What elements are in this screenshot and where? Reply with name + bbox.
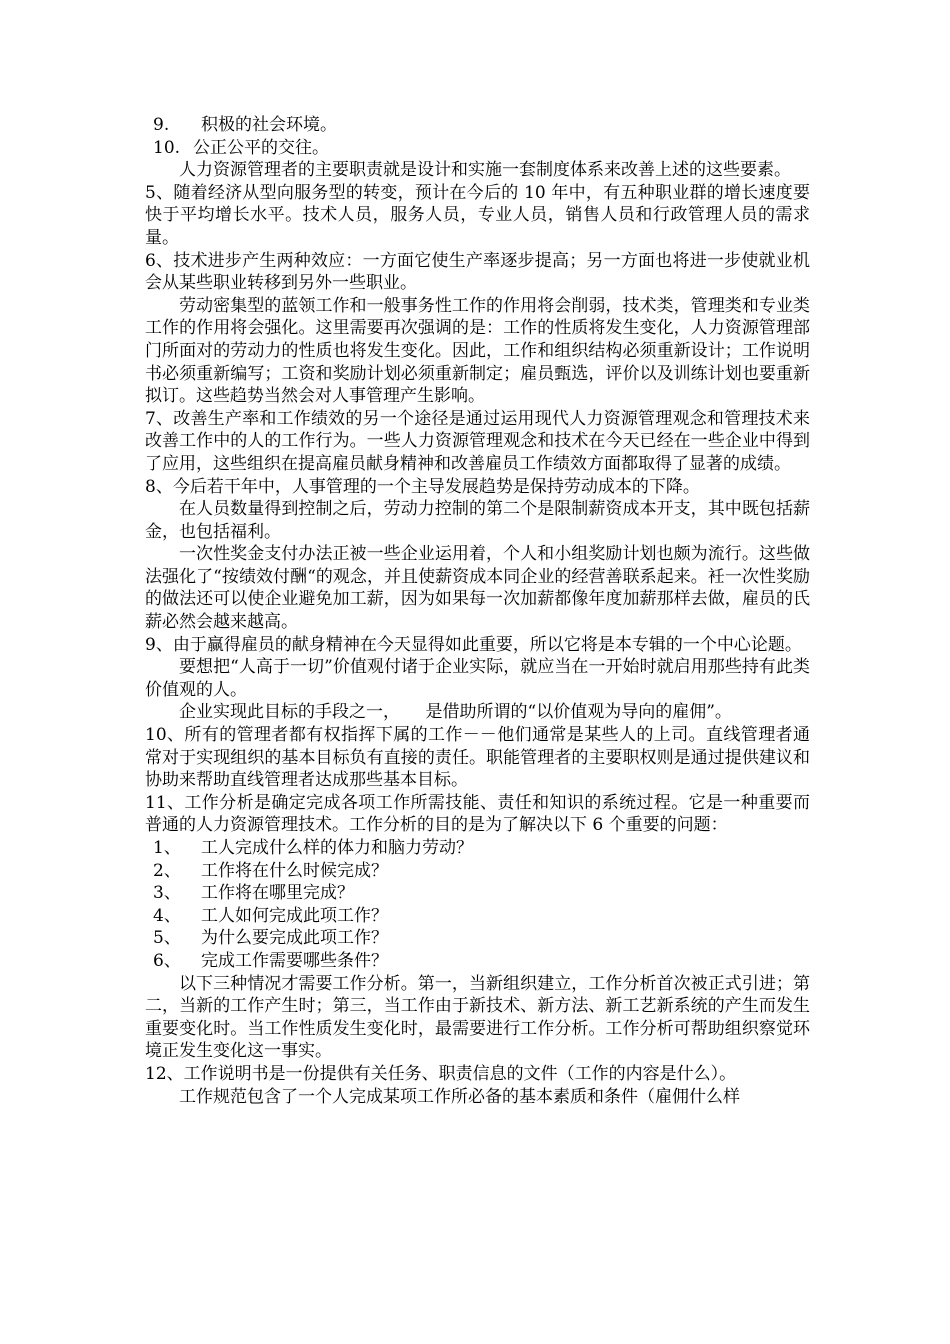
paragraph: 劳动密集型的蓝领工作和一般事务性工作的作用将会削弱，技术类，管理类和专业类工作的作用将会强化。这里需要再次强调的是：工作的性质将发生变化，人力资源管理部门所面对的劳动力的性质也将发生变化。因此，工作和组织结构必须重新设计；工作说明书必须重新编写；工资和奖励计划必须重新制定；雇员甄选，评价以及训练计划也要重新拟订。这些趋势当然会对人事管理产生影响。 [145,295,810,407]
paragraph: 11、工作分析是确定完成各项工作所需技能、责任和知识的系统过程。它是一种重要而普通的人力资源管理技术。工作分析的目的是为了解决以下 6 个重要的问题： [145,792,810,836]
list-number: 2、 [153,860,181,881]
list-item [145,860,810,883]
list-text: 工作将在什么时候完成？ [201,860,388,881]
paragraph: 12、工作说明书是一份提供有关任务、职责信息的文件（工作的内容是什么）。 [145,1063,737,1084]
list-item [145,114,810,137]
paragraph: 工作规范包含了一个人完成某项工作所必备的基本素质和条件（雇佣什么样 [179,1086,740,1107]
paragraph: 9、由于赢得雇员的献身精神在今天显得如此重要，所以它将是本专辑的一个中心论题。 [145,634,802,655]
list-text: 公正公平的交往。 [193,137,329,158]
list-text: 为什么要完成此项工作？ [201,928,388,949]
paragraph: 7、改善生产率和工作绩效的另一个途径是通过运用现代人力资源管理观念和管理技术来改善工作中的人的工作行为。一些人力资源管理观念和技术在今天已经在一些企业中得到了应用，这些组织在提高雇员献身精神和改善雇员工作绩效方面都取得了显著的成绩。 [145,408,810,474]
paragraph: 6、技术进步产生两种效应：一方面它使生产率逐步提高；另一方面也将进一步使就业机会从某些职业转移到另外一些职业。 [145,250,810,294]
paragraph: 5、随着经济从型向服务型的转变，预计在今后的 10 年中，有五种职业群的增长速度要快于平均增长水平。技术人员，服务人员，专业人员，销售人员和行政管理人员的需求量。 [145,182,810,248]
paragraph: 人力资源管理者的主要职责就是设计和实施一套制度体系来改善上述的这些要素。 [179,160,791,181]
list-number: 10. [153,137,181,158]
list-item [145,837,810,860]
list-number: 9. [153,115,170,135]
list-text: 工作将在哪里完成？ [201,883,354,904]
paragraph: 要想把“人高于一切”价值观付诸于企业实际，就应当在一开始时就启用那些持有此类价值观的人。 [145,657,810,700]
paragraph: 一次性奖金支付办法正被一些企业运用着，个人和小组奖励计划也颇为流行。这些做法强化了“按绩效付酬“的观念，并且使薪资成本同企业的经营善联系起来。衽一次性奖励的做法还可以使企业避免加工薪，因为如果每一次加薪都像年度加薪那样去做，雇员的氏薪必然会越来越高。 [145,544,810,633]
list-item [145,137,810,160]
paragraph: 8、今后若干年中，人事管理的一个主导发展趋势是保持劳动成本的下降。 [145,476,700,497]
list-text: 积极的社会环境。 [201,115,337,135]
list-item [145,950,810,973]
list-number: 1、 [153,838,181,858]
list-number: 5、 [153,928,181,949]
list-number: 3、 [153,883,181,904]
list-text: 工人如何完成此项工作？ [201,905,388,926]
list-item [145,882,810,905]
list-item [145,905,810,928]
paragraph: 10、所有的管理者都有权指挥下属的工作－－他们通常是某些人的上司。直线管理者通常对于实现组织的基本目标负有直接的责任。职能管理者的主要职权则是通过提供建议和协助来帮助直线管理者达成那些基本目标。 [145,725,810,791]
list-text: 完成工作需要哪些条件？ [201,950,388,971]
paragraph: 以下三种情况才需要工作分析。第一，当新组织建立，工作分析首次被正式引进；第二，当新的工作产生时；第三，当工作由于新技术、新方法、新工艺新系统的产生而发生重要变化时。当工作性质发生变化时，最需要进行工作分析。工作分析可帮助组织察觉环境正发生变化这一事实。 [145,973,810,1062]
list-item [145,927,810,950]
document-page [145,114,810,1108]
paragraph: 在人员数量得到控制之后，劳动力控制的第二个是限制薪资成本开支，其中既包括薪金，也包括福利。 [145,499,810,542]
list-number: 6、 [153,950,181,971]
list-text: 工人完成什么样的体力和脑力劳动？ [201,838,473,858]
list-number: 4、 [153,905,181,926]
paragraph: 企业实现此目标的手段之一， 是借助所谓的“以价值观为导向的雇佣”。 [179,702,732,723]
